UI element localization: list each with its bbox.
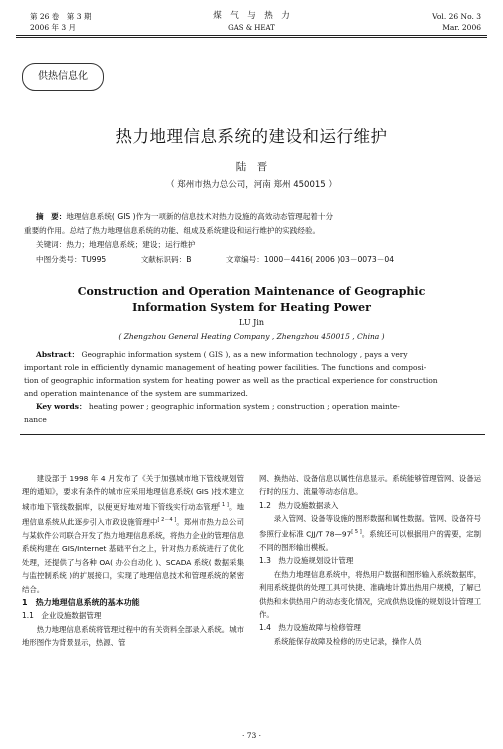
paper-title-en-line1: Construction and Operation Maintenance of Geographic <box>77 285 426 298</box>
body-text: 。系统还可以根据用户的需要，定制不同的图形输出模板。 <box>259 529 481 552</box>
journal-date: 2006 年 3 月 <box>30 23 77 32</box>
clc-value: TU995 <box>81 255 107 264</box>
body-paragraph: 热力地理信息系统将管理过程中的有关资料全部录入系统。城市地形图作为背景显示，热源、管 <box>22 624 244 648</box>
author-cn: 陆 晋 <box>235 161 268 173</box>
keywords-en-text1: heating power ; geographic information system ; construction ; operation mainte- <box>88 402 400 411</box>
keywords-cn-label: 关键词： <box>36 240 67 249</box>
paper-title-en-line2: Information System for Heating Power <box>132 301 371 314</box>
keywords-en-line1 <box>24 401 480 413</box>
affiliation-en: ( Zhengzhou General Heating Company , Zhengzhou 450015 , China ) <box>118 332 385 341</box>
subsection-heading-1-4: 1.4 热力设施故障与检修管理 <box>259 623 361 633</box>
header-rule <box>16 35 487 36</box>
abstract-divider <box>20 434 485 435</box>
author-en: LU Jin <box>238 318 265 327</box>
body-paragraph: 在热力地理信息系统中，将热用户数据和图形输入系统数据库，利用系统提供的处理工具可快捷、准确地计算出热用户规模，了解已供热和未供热用户的动态变化情况，完成供热设施的规划设计管理工作。 <box>259 569 481 619</box>
abstract-en-text1: Geographic information system ( GIS ), as a new information technology , pays a very <box>81 350 408 359</box>
keywords-en-line2: nance <box>24 415 47 424</box>
body-text: 建设部于 1998 年 4 月发布了《关于加强城市地下管线规划管理的通知》，要求有条件的城市应采用地理信息系统( GIS )技术建立城市地下管线数据库，以便更好地对地下管线实行动态管理 <box>22 474 244 512</box>
journal-name-en: GAS & HEAT <box>228 24 275 32</box>
keywords-cn-line <box>36 238 492 252</box>
doc-code-value: B <box>186 255 192 264</box>
journal-name-cn: 煤 气 与 热 力 <box>213 11 290 21</box>
paper-title-cn: 热力地理信息系统的建设和运行维护 <box>115 127 388 146</box>
body-right-column <box>259 472 481 648</box>
abstract-en-line2: important role in efficiently dynamic management of heating power facilities. The functions and composi- <box>24 363 427 372</box>
keywords-cn: 热力；地理信息系统；建设；运行维护 <box>66 240 196 249</box>
abstract-cn-line2: 重要的作用。总结了热力地理信息系统的功能、组成及系统建设和运行维护的实践经验。 <box>24 226 321 235</box>
abstract-cn-label: 摘 要： <box>36 212 67 221</box>
body-paragraph <box>22 472 244 596</box>
journal-volume-issue: 第 26 卷 第 3 期 <box>30 12 92 21</box>
abstract-en-label: Abstract： <box>36 350 80 359</box>
subsection-heading-1-1: 1.1 企业设施数据管理 <box>22 611 102 621</box>
subsection-heading-1-2: 1.2 热力设施数据录入 <box>259 500 339 510</box>
abstract-en-line4: and operation maintenance of the system are summarized. <box>24 389 248 398</box>
citation: [ 1 ] <box>218 501 229 508</box>
body-text: 。地理信息系统从此逐步引入市政设施管理中 <box>22 502 244 527</box>
doc-code-label: 文献标识码： <box>140 255 187 264</box>
affiliation-cn: （ 郑州市热力总公司，河南 郑州 450015 ） <box>166 180 337 190</box>
abstract-en-line3: tion of geographic information system for heating power as well as the practical experience for construction <box>24 376 438 385</box>
journal-volume-en: Vol. 26 No. 3 <box>432 12 481 21</box>
section-tag: 供热信息化 <box>22 63 104 91</box>
subsection-heading-1-3: 1.3 热力设施规划设计管理 <box>259 556 354 566</box>
journal-date-en: Mar. 2006 <box>442 23 481 32</box>
body-left-column <box>22 472 244 650</box>
body-text: 。郑州市热力总公司与某软件公司联合开发了热力地理信息系统，将热力企业的管理信息系统构建在 GIS/Internet 基础平台之上，针对热力系统进行了优化处理，还提供了与各种 OA( 办公自动化 )、SCADA 系统( 数据采集与监控制系统 )的扩展接口，实现了地理信息技术和管理系统的紧密结合。 <box>22 517 244 594</box>
keywords-en-label: Key words： <box>36 402 87 411</box>
abstract-cn-text1: 地理信息系统( GIS )作为一项新的信息技术对热力设施的高效动态管理起着十分 <box>66 212 334 221</box>
abstract-cn-line1 <box>24 210 480 224</box>
citation: [ 2－4 ] <box>157 516 177 523</box>
body-paragraph <box>259 512 481 554</box>
body-text: 录入管网、设备等设施的图形数据和属性数据。管网、设备符号参照行业标准 CJJ/T 78—97 <box>259 514 481 539</box>
clc-label: 中图分类号： <box>36 255 82 264</box>
classification-line <box>36 253 480 267</box>
abstract-en-line1 <box>24 349 480 361</box>
page-number: · 73 · <box>241 731 262 740</box>
article-no-label: 文章编号： <box>225 255 264 264</box>
body-paragraph: 系统能保存故障及检修的历史记录，操作人员 <box>273 636 422 646</box>
article-no-value: 1000－4416( 2006 )03－0073－04 <box>263 255 395 264</box>
section-heading-1: 1 热力地理信息系统的基本功能 <box>22 598 140 608</box>
body-paragraph: 网、换热站、设备信息以属性信息显示。系统能够管理管网、设备运行时的压力、流量等动态信息。 <box>259 474 481 497</box>
header-rule-2 <box>16 37 487 38</box>
citation: [ 5 ] <box>351 528 362 535</box>
